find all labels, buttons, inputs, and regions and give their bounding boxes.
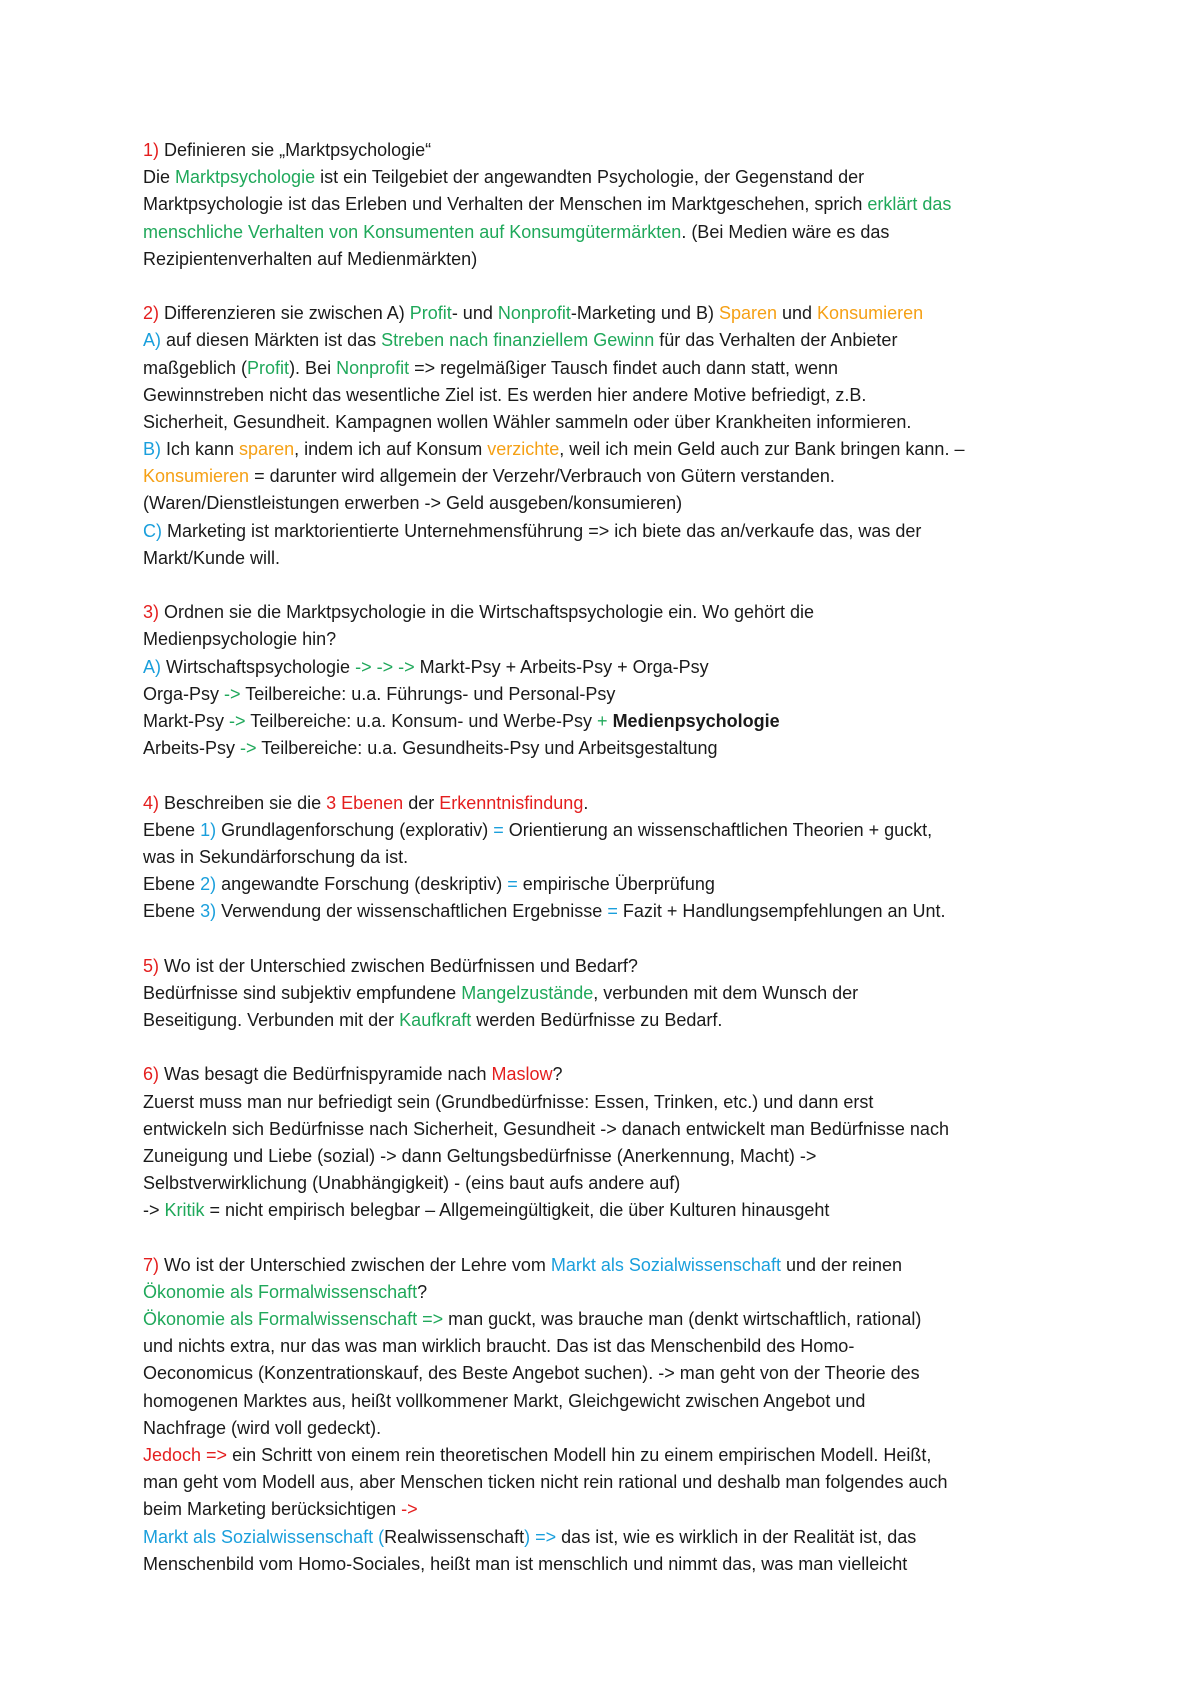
- text-run: Markt als Sozialwissenschaft (: [143, 1526, 385, 1547]
- text-line: [143, 1061, 1103, 1088]
- text-run: empirische Überprüfung: [517, 874, 715, 895]
- text-run: und der reinen: [780, 1254, 903, 1275]
- text-run: - und: [451, 303, 498, 324]
- text-run: menschliche Verhalten von Konsumenten auf Konsumgütermärkten: [143, 221, 682, 242]
- text-run: Wirtschaftspsychologie: [161, 656, 356, 677]
- text-line: [143, 1496, 1103, 1523]
- text-run: Die: [143, 167, 176, 188]
- text-line: [143, 980, 1103, 1007]
- text-run: Ich kann: [161, 439, 240, 460]
- text-run: Konsumieren: [817, 303, 924, 324]
- text-line: [143, 1388, 1103, 1415]
- text-run: Verwendung der wissenschaftlichen Ergebnisse: [216, 901, 608, 922]
- text-line: [143, 327, 1103, 354]
- text-run: 1): [143, 140, 160, 160]
- text-run: Rezipientenverhalten auf Medienmärkten): [143, 248, 478, 269]
- text-run: Nonprofit: [497, 303, 571, 324]
- text-run: -Marketing und B): [570, 303, 719, 324]
- text-run: 3 Ebenen: [326, 792, 404, 813]
- text-line: [143, 1415, 1103, 1442]
- text-run: Teilbereiche: u.a. Gesundheits-Psy und Arbeitsgestaltung: [256, 738, 718, 759]
- text-line: [143, 164, 1103, 191]
- text-line: [143, 1442, 1103, 1469]
- text-run: Marktpsychologie ist das Erleben und Verhalten der Menschen im Marktgeschehen, sprich: [143, 194, 868, 215]
- text-line: [143, 1170, 1103, 1197]
- text-run: Ökonomie als Formalwissenschaft: [143, 1281, 418, 1302]
- text-run: Teilbereiche: u.a. Konsum- und Werbe-Psy: [245, 710, 598, 731]
- text-run: Orga-Psy: [143, 683, 225, 704]
- text-line: [143, 708, 1103, 735]
- text-run: Ebene: [143, 901, 201, 922]
- text-line: [143, 681, 1103, 708]
- text-run: = nicht empirisch belegbar – Allgemeingültigkeit, die über Kulturen hinausgeht: [204, 1200, 830, 1221]
- text-run: B): [143, 439, 161, 460]
- text-run: das ist, wie es wirklich in der Realität ist, das: [556, 1526, 917, 1547]
- text-run: C): [143, 520, 162, 541]
- text-line: [143, 137, 1103, 164]
- text-run: Realwissenschaft: [384, 1526, 525, 1547]
- text-run: Markt als Sozialwissenschaft: [550, 1254, 781, 1275]
- text-line: [143, 1551, 1103, 1578]
- text-run: Zuerst muss man nur befriedigt sein (Grundbedürfnisse: Essen, Trinken, etc.) und dann erst: [143, 1091, 874, 1112]
- text-run: ist ein Teilgebiet der angewandten Psychologie, der Gegenstand der: [315, 167, 865, 188]
- text-run: 4): [143, 792, 160, 813]
- text-line: [143, 246, 1103, 273]
- text-run: Wo ist der Unterschied zwischen Bedürfnissen und Bedarf?: [159, 955, 638, 976]
- text-line: [143, 654, 1103, 681]
- text-run: Orientierung an wissenschaftlichen Theorien + guckt,: [503, 819, 933, 840]
- text-run: , weil ich mein Geld auch zur Bank bringen kann. –: [559, 439, 965, 460]
- text-line: [143, 1333, 1103, 1360]
- text-run: Bedürfnisse sind subjektiv empfundene: [143, 982, 462, 1003]
- text-line: [143, 626, 1103, 653]
- text-run: (Waren/Dienstleistungen erwerben -> Geld ausgeben/konsumieren): [143, 493, 683, 514]
- text-line: [143, 1524, 1103, 1551]
- text-run: 1): [200, 819, 217, 840]
- text-run: Ebene: [143, 819, 201, 840]
- text-run: =: [607, 901, 618, 922]
- text-run: =: [507, 874, 518, 895]
- text-run: man geht vom Modell aus, aber Menschen ticken nicht rein rational und deshalb man folgendes auch: [143, 1472, 948, 1493]
- text-run: Beseitigung. Verbunden mit der: [143, 1010, 400, 1030]
- text-line: [143, 790, 1103, 817]
- text-run: Kaufkraft: [399, 1010, 472, 1030]
- text-run: Medienpsychologie: [607, 710, 780, 731]
- text-line: [143, 518, 1103, 545]
- text-run: ->: [224, 683, 241, 704]
- text-line: [143, 599, 1103, 626]
- text-run: verzichte: [487, 439, 560, 460]
- text-run: Selbstverwirklichung (Unabhängigkeit) - (eins baut aufs andere auf): [143, 1173, 681, 1194]
- text-run: ) =>: [524, 1526, 557, 1547]
- text-run: für das Verhalten der Anbieter: [654, 330, 898, 351]
- text-run: Markt/Kunde will.: [143, 547, 281, 568]
- text-line: [143, 844, 1103, 871]
- text-run: Erkenntnisfindung: [439, 792, 584, 813]
- text-run: Fazit + Handlungsempfehlungen an Unt.: [617, 901, 946, 922]
- text-run: auf diesen Märkten ist das: [161, 330, 382, 351]
- text-line: [143, 1306, 1103, 1333]
- blank-line: [143, 1034, 1103, 1061]
- text-line: [143, 436, 1103, 463]
- text-run: -> -> ->: [355, 656, 415, 677]
- text-line: [143, 1197, 1103, 1224]
- text-run: beim Marketing berücksichtigen: [143, 1499, 402, 1520]
- text-run: Ordnen sie die Marktpsychologie in die Wirtschaftspsychologie ein. Wo gehört die: [159, 602, 815, 623]
- text-run: ->: [240, 738, 257, 759]
- text-run: ->: [401, 1499, 418, 1520]
- text-run: Maslow: [491, 1064, 553, 1085]
- text-run: Teilbereiche: u.a. Führungs- und Personal-Psy: [240, 683, 616, 704]
- text-run: Differenzieren sie zwischen A): [159, 303, 410, 324]
- text-run: was in Sekundärforschung da ist.: [143, 846, 409, 867]
- text-run: , verbunden mit dem Wunsch der: [593, 982, 859, 1003]
- blank-line: [143, 572, 1103, 599]
- text-run: der: [403, 792, 440, 813]
- text-run: ein Schritt von einem rein theoretischen Modell hin zu einem empirischen Modell. Heißt,: [227, 1445, 932, 1465]
- text-line: [143, 871, 1103, 898]
- text-run: man guckt, was brauche man (denkt wirtschaftlich, rational): [443, 1309, 922, 1330]
- text-line: [143, 735, 1103, 762]
- text-run: Profit: [409, 303, 452, 324]
- text-run: entwickeln sich Bedürfnisse nach Sicherheit, Gesundheit -> danach entwickelt man Bedürfnisse nach: [143, 1118, 949, 1139]
- blank-line: [143, 762, 1103, 789]
- blank-line: [143, 1225, 1103, 1252]
- text-run: maßgeblich (: [143, 357, 248, 378]
- text-run: ?: [552, 1064, 563, 1085]
- text-run: Menschenbild vom Homo-Sociales, heißt man ist menschlich und nimmt das, was man vielleicht: [143, 1553, 908, 1574]
- text-line: [143, 409, 1103, 436]
- text-run: 7): [143, 1254, 160, 1275]
- text-line: [143, 382, 1103, 409]
- text-run: . (Bei Medien wäre es das: [681, 221, 890, 242]
- text-run: angewandte Forschung (deskriptiv): [216, 874, 508, 895]
- text-run: Nonprofit: [336, 357, 410, 378]
- text-line: [143, 490, 1103, 517]
- text-run: Markt-Psy: [143, 710, 230, 731]
- text-line: [143, 1469, 1103, 1496]
- text-run: Sparen: [718, 303, 777, 324]
- text-run: Nachfrage (wird voll gedeckt).: [143, 1417, 382, 1438]
- text-run: =: [493, 819, 504, 840]
- text-run: ?: [417, 1281, 428, 1302]
- text-line: [143, 953, 1103, 980]
- text-line: [143, 463, 1103, 490]
- text-run: Profit: [247, 357, 290, 378]
- text-run: 2): [200, 874, 217, 895]
- text-line: [143, 1007, 1103, 1034]
- text-run: Jedoch =>: [143, 1445, 228, 1465]
- text-run: Mangelzustände: [461, 982, 594, 1003]
- text-run: Oeconomicus (Konzentrationskauf, des Beste Angebot suchen). -> man geht von der Theorie des: [143, 1363, 920, 1384]
- text-run: 6): [143, 1064, 160, 1085]
- text-run: erklärt das: [867, 194, 952, 215]
- text-line: [143, 1252, 1103, 1279]
- text-run: ->: [143, 1200, 165, 1221]
- text-run: werden Bedürfnisse zu Bedarf.: [471, 1010, 723, 1030]
- text-run: Arbeits-Psy: [143, 738, 241, 759]
- text-run: Marketing ist marktorientierte Unternehmensführung => ich biete das an/verkaufe das, was der: [162, 520, 922, 541]
- text-run: A): [143, 330, 161, 351]
- text-run: Ökonomie als Formalwissenschaft =>: [143, 1309, 444, 1330]
- text-line: [143, 898, 1103, 925]
- text-line: [143, 1089, 1103, 1116]
- text-line: [143, 1279, 1103, 1306]
- text-line: [143, 300, 1103, 327]
- text-run: und: [777, 303, 818, 324]
- text-run: 3): [200, 901, 217, 922]
- document-body: [143, 137, 1103, 1578]
- text-line: [143, 219, 1103, 246]
- text-run: Marktpsychologie: [175, 167, 316, 188]
- text-run: Was besagt die Bedürfnispyramide nach: [159, 1064, 492, 1085]
- text-line: [143, 191, 1103, 218]
- text-run: Sicherheit, Gesundheit. Kampagnen wollen Wähler sammeln oder über Krankheiten informieren.: [143, 411, 912, 432]
- text-line: [143, 1360, 1103, 1387]
- text-run: +: [597, 710, 608, 731]
- text-run: .: [583, 792, 589, 813]
- text-run: homogenen Marktes aus, heißt vollkommener Markt, Gleichgewicht zwischen Angebot und: [143, 1390, 866, 1411]
- text-run: sparen: [239, 439, 295, 460]
- text-run: Medienpsychologie hin?: [143, 629, 337, 650]
- text-run: 2): [143, 303, 160, 324]
- text-run: und nichts extra, nur das was man wirklich braucht. Das ist das Menschenbild des Homo-: [143, 1336, 855, 1357]
- text-run: 5): [143, 955, 160, 976]
- text-line: [143, 1116, 1103, 1143]
- text-run: 3): [143, 602, 160, 623]
- text-line: [143, 817, 1103, 844]
- text-run: Grundlagenforschung (explorativ): [216, 819, 494, 840]
- blank-line: [143, 273, 1103, 300]
- text-run: Zuneigung und Liebe (sozial) -> dann Geltungsbedürfnisse (Anerkennung, Macht) ->: [143, 1145, 817, 1166]
- text-run: , indem ich auf Konsum: [294, 439, 488, 460]
- text-line: [143, 1143, 1103, 1170]
- text-run: Beschreiben sie die: [159, 792, 327, 813]
- text-run: Wo ist der Unterschied zwischen der Lehre vom: [159, 1254, 551, 1275]
- text-line: [143, 355, 1103, 382]
- text-line: [143, 545, 1103, 572]
- text-run: = darunter wird allgemein der Verzehr/Verbrauch von Gütern verstanden.: [249, 466, 835, 487]
- text-run: Ebene: [143, 874, 201, 895]
- text-run: A): [143, 656, 161, 677]
- text-run: ->: [229, 710, 246, 731]
- text-run: Kritik: [164, 1200, 205, 1221]
- text-run: Definieren sie „Marktpsychologie“: [159, 140, 432, 160]
- text-run: Streben nach finanziellem Gewinn: [381, 330, 655, 351]
- text-run: Markt-Psy + Arbeits-Psy + Orga-Psy: [414, 656, 709, 677]
- blank-line: [143, 925, 1103, 952]
- text-run: => regelmäßiger Tausch findet auch dann statt, wenn: [409, 357, 839, 378]
- text-run: ). Bei: [289, 357, 337, 378]
- text-run: Gewinnstreben nicht das wesentliche Ziel ist. Es werden hier andere Motive befriedigt, z.B.: [143, 384, 867, 405]
- text-run: Konsumieren: [143, 466, 250, 487]
